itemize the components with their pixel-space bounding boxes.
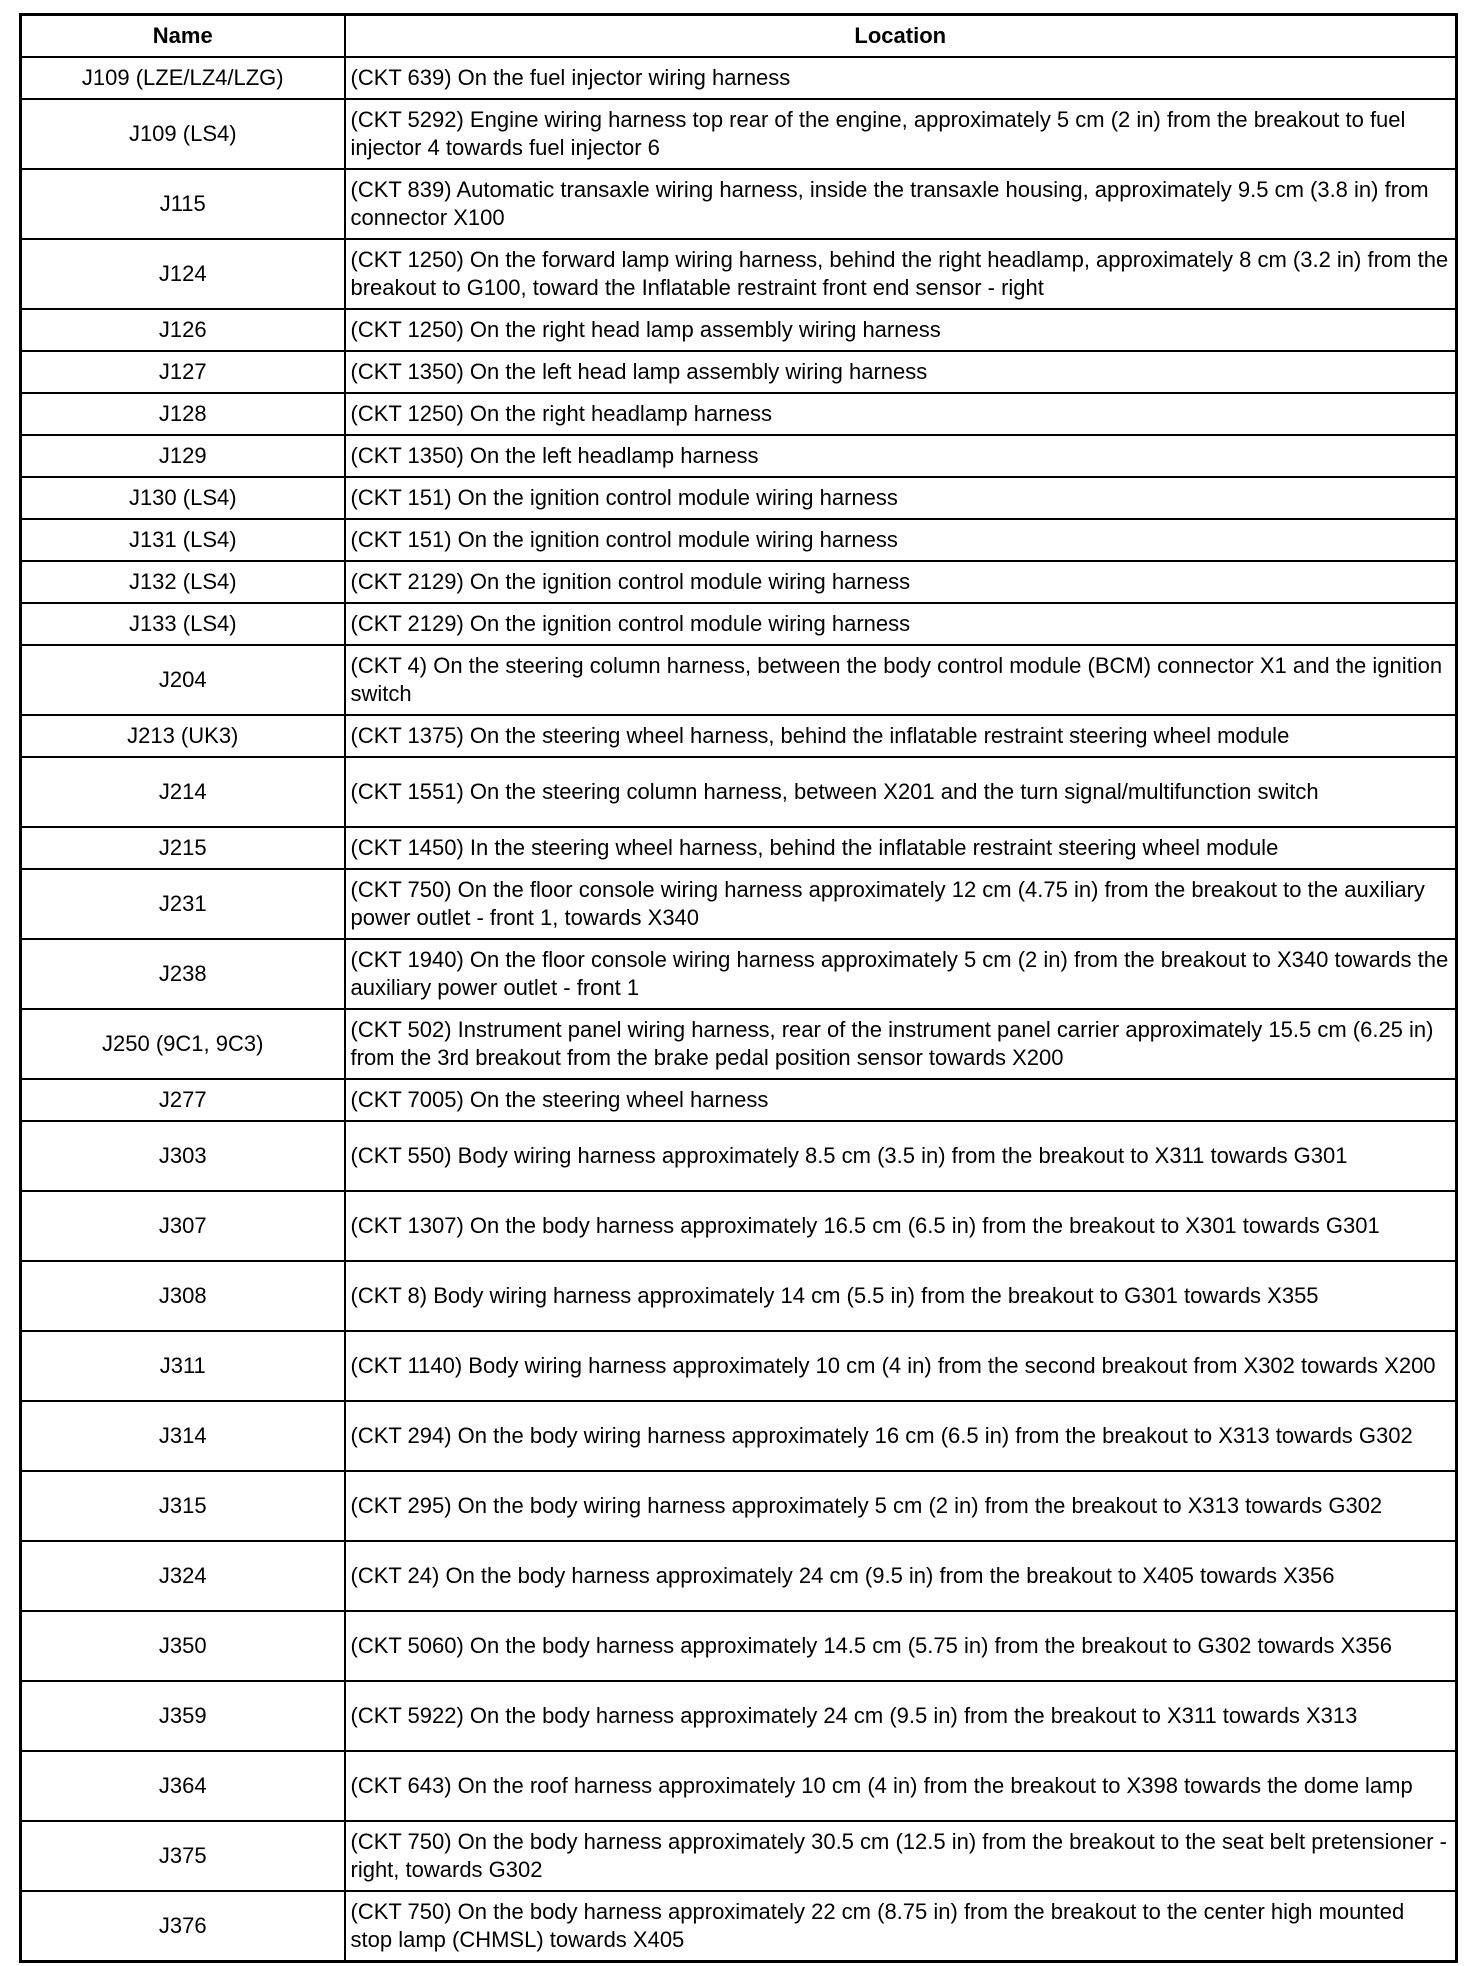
splice-name-cell: J375: [21, 1821, 345, 1891]
splice-location-cell: (CKT 1450) In the steering wheel harness, behind the inflatable restraint steering wheel module: [345, 827, 1457, 869]
table-row: [21, 645, 1457, 715]
table-row: [21, 1121, 1457, 1191]
splice-name-cell: J204: [21, 645, 345, 715]
splice-location-cell: (CKT 2129) On the ignition control module wiring harness: [345, 561, 1457, 603]
table-row: [21, 393, 1457, 435]
table-row: [21, 57, 1457, 99]
table-row: [21, 715, 1457, 757]
table-row: [21, 1681, 1457, 1751]
table-row: [21, 1611, 1457, 1681]
table-body: [21, 57, 1457, 1962]
splice-name-cell: J311: [21, 1331, 345, 1401]
table-row: [21, 351, 1457, 393]
splice-location-cell: (CKT 1250) On the right headlamp harness: [345, 393, 1457, 435]
splice-name-cell: J128: [21, 393, 345, 435]
splice-location-cell: (CKT 1350) On the left headlamp harness: [345, 435, 1457, 477]
table-row: [21, 519, 1457, 561]
table-row: [21, 435, 1457, 477]
splice-name-cell: J303: [21, 1121, 345, 1191]
splice-location-cell: (CKT 5922) On the body harness approximately 24 cm (9.5 in) from the breakout to X311 towards X313: [345, 1681, 1457, 1751]
splice-name-cell: J214: [21, 757, 345, 827]
splice-name-cell: J132 (LS4): [21, 561, 345, 603]
table-row: [21, 757, 1457, 827]
splice-location-cell: (CKT 502) Instrument panel wiring harness, rear of the instrument panel carrier approximately 15.5 cm (6.25 in) from the 3rd breakout from the brake pedal position sensor towards X200: [345, 1009, 1457, 1079]
splice-location-table: [19, 13, 1458, 1963]
splice-name-cell: J250 (9C1, 9C3): [21, 1009, 345, 1079]
splice-name-cell: J315: [21, 1471, 345, 1541]
table-row: [21, 1401, 1457, 1471]
table-row: [21, 1261, 1457, 1331]
splice-location-cell: (CKT 639) On the fuel injector wiring harness: [345, 57, 1457, 99]
splice-name-cell: J314: [21, 1401, 345, 1471]
splice-name-cell: J213 (UK3): [21, 715, 345, 757]
splice-location-cell: (CKT 1551) On the steering column harness, between X201 and the turn signal/multifunction switch: [345, 757, 1457, 827]
splice-location-cell: (CKT 839) Automatic transaxle wiring harness, inside the transaxle housing, approximately 9.5 cm (3.8 in) from connector X100: [345, 169, 1457, 239]
splice-name-cell: J127: [21, 351, 345, 393]
splice-location-cell: (CKT 1350) On the left head lamp assembly wiring harness: [345, 351, 1457, 393]
splice-name-cell: J359: [21, 1681, 345, 1751]
table-row: [21, 1471, 1457, 1541]
splice-location-cell: (CKT 750) On the floor console wiring harness approximately 12 cm (4.75 in) from the breakout to the auxiliary power outlet - front 1, towards X340: [345, 869, 1457, 939]
header-location: Location: [345, 15, 1457, 58]
table-row: [21, 561, 1457, 603]
splice-name-cell: J350: [21, 1611, 345, 1681]
splice-location-cell: (CKT 24) On the body harness approximately 24 cm (9.5 in) from the breakout to X405 towards X356: [345, 1541, 1457, 1611]
splice-name-cell: J115: [21, 169, 345, 239]
splice-location-cell: (CKT 5060) On the body harness approximately 14.5 cm (5.75 in) from the breakout to G302 towards X356: [345, 1611, 1457, 1681]
splice-location-cell: (CKT 1307) On the body harness approximately 16.5 cm (6.5 in) from the breakout to X301 towards G301: [345, 1191, 1457, 1261]
splice-name-cell: J364: [21, 1751, 345, 1821]
table-row: [21, 1079, 1457, 1121]
splice-location-cell: (CKT 5292) Engine wiring harness top rear of the engine, approximately 5 cm (2 in) from the breakout to fuel injector 4 towards fuel injector 6: [345, 99, 1457, 169]
splice-location-cell: (CKT 294) On the body wiring harness approximately 16 cm (6.5 in) from the breakout to X313 towards G302: [345, 1401, 1457, 1471]
splice-name-cell: J126: [21, 309, 345, 351]
splice-location-cell: (CKT 1940) On the floor console wiring harness approximately 5 cm (2 in) from the breakout to X340 towards the auxiliary power outlet - front 1: [345, 939, 1457, 1009]
splice-location-cell: (CKT 2129) On the ignition control module wiring harness: [345, 603, 1457, 645]
splice-location-cell: (CKT 643) On the roof harness approximately 10 cm (4 in) from the breakout to X398 towards the dome lamp: [345, 1751, 1457, 1821]
header-name: Name: [21, 15, 345, 58]
splice-location-cell: (CKT 1250) On the right head lamp assembly wiring harness: [345, 309, 1457, 351]
table-row: [21, 603, 1457, 645]
table-row: [21, 1331, 1457, 1401]
splice-name-cell: J131 (LS4): [21, 519, 345, 561]
splice-location-cell: (CKT 750) On the body harness approximately 30.5 cm (12.5 in) from the breakout to the seat belt pretensioner - right, towards G302: [345, 1821, 1457, 1891]
splice-location-cell: (CKT 1140) Body wiring harness approximately 10 cm (4 in) from the second breakout from X302 towards X200: [345, 1331, 1457, 1401]
header-row: [21, 15, 1457, 58]
table-row: [21, 477, 1457, 519]
table-row: [21, 869, 1457, 939]
splice-name-cell: J215: [21, 827, 345, 869]
splice-location-cell: (CKT 1375) On the steering wheel harness, behind the inflatable restraint steering wheel module: [345, 715, 1457, 757]
table-row: [21, 239, 1457, 309]
table-row: [21, 99, 1457, 169]
splice-name-cell: J307: [21, 1191, 345, 1261]
table-row: [21, 1891, 1457, 1962]
table-row: [21, 939, 1457, 1009]
table-row: [21, 169, 1457, 239]
splice-location-cell: (CKT 550) Body wiring harness approximately 8.5 cm (3.5 in) from the breakout to X311 towards G301: [345, 1121, 1457, 1191]
splice-name-cell: J324: [21, 1541, 345, 1611]
splice-location-cell: (CKT 4) On the steering column harness, between the body control module (BCM) connector X1 and the ignition switch: [345, 645, 1457, 715]
table-row: [21, 1821, 1457, 1891]
splice-location-cell: (CKT 750) On the body harness approximately 22 cm (8.75 in) from the breakout to the center high mounted stop lamp (CHMSL) towards X405: [345, 1891, 1457, 1962]
splice-name-cell: J130 (LS4): [21, 477, 345, 519]
splice-location-cell: (CKT 7005) On the steering wheel harness: [345, 1079, 1457, 1121]
splice-name-cell: J238: [21, 939, 345, 1009]
splice-name-cell: J129: [21, 435, 345, 477]
splice-name-cell: J109 (LZE/LZ4/LZG): [21, 57, 345, 99]
splice-location-cell: (CKT 1250) On the forward lamp wiring harness, behind the right headlamp, approximately 8 cm (3.2 in) from the breakout to G100, toward the Inflatable restraint front end sensor - right: [345, 239, 1457, 309]
table-row: [21, 309, 1457, 351]
splice-name-cell: J231: [21, 869, 345, 939]
table-row: [21, 1751, 1457, 1821]
splice-name-cell: J376: [21, 1891, 345, 1962]
splice-location-cell: (CKT 151) On the ignition control module wiring harness: [345, 477, 1457, 519]
table-row: [21, 1541, 1457, 1611]
table-row: [21, 1191, 1457, 1261]
splice-name-cell: J109 (LS4): [21, 99, 345, 169]
splice-location-cell: (CKT 295) On the body wiring harness approximately 5 cm (2 in) from the breakout to X313 towards G302: [345, 1471, 1457, 1541]
splice-location-cell: (CKT 151) On the ignition control module wiring harness: [345, 519, 1457, 561]
splice-name-cell: J277: [21, 1079, 345, 1121]
splice-name-cell: J124: [21, 239, 345, 309]
table-row: [21, 827, 1457, 869]
splice-name-cell: J133 (LS4): [21, 603, 345, 645]
splice-location-cell: (CKT 8) Body wiring harness approximately 14 cm (5.5 in) from the breakout to G301 towards X355: [345, 1261, 1457, 1331]
table-row: [21, 1009, 1457, 1079]
splice-name-cell: J308: [21, 1261, 345, 1331]
